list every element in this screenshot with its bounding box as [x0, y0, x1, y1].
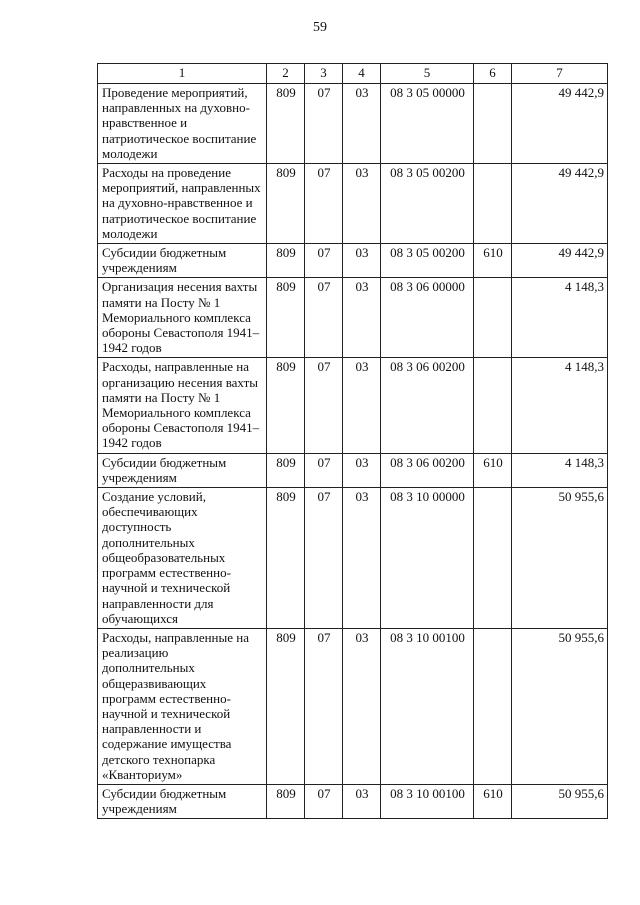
department-code-cell: 809: [267, 358, 305, 453]
subsection-code-cell: 03: [343, 488, 381, 629]
amount-cell: 50 955,6: [512, 784, 608, 818]
section-code-cell: 07: [305, 784, 343, 818]
table-header-row: [98, 64, 608, 84]
expense-type-code-cell: 610: [474, 453, 512, 487]
table-row: [98, 628, 608, 784]
budget-table: [97, 63, 608, 819]
department-code-cell: 809: [267, 488, 305, 629]
amount-cell: 50 955,6: [512, 628, 608, 784]
table-row: [98, 244, 608, 278]
subsection-code-cell: 03: [343, 244, 381, 278]
expense-name-cell: Расходы, направленные на реализацию дополнительных общеразвивающих программ естественно-научной и технической направленности и содержание имущества детского технопарка «Кванториум»: [98, 628, 267, 784]
section-code-cell: 07: [305, 244, 343, 278]
expense-type-code-cell: 610: [474, 784, 512, 818]
expense-name-cell: Организация несения вахты памяти на Посту № 1 Мемориального комплекса обороны Севастополя 1941–1942 годов: [98, 278, 267, 358]
table-row: [98, 358, 608, 453]
department-code-cell: 809: [267, 453, 305, 487]
target-item-code-cell: 08 3 10 00100: [381, 784, 474, 818]
expense-type-code-cell: [474, 84, 512, 164]
subsection-code-cell: 03: [343, 784, 381, 818]
table-row: [98, 453, 608, 487]
expense-type-code-cell: [474, 278, 512, 358]
amount-cell: 49 442,9: [512, 164, 608, 244]
column-header: 3: [305, 64, 343, 84]
section-code-cell: 07: [305, 488, 343, 629]
subsection-code-cell: 03: [343, 278, 381, 358]
amount-cell: 50 955,6: [512, 488, 608, 629]
column-header: 2: [267, 64, 305, 84]
subsection-code-cell: 03: [343, 164, 381, 244]
target-item-code-cell: 08 3 05 00200: [381, 164, 474, 244]
column-header: 6: [474, 64, 512, 84]
subsection-code-cell: 03: [343, 358, 381, 453]
section-code-cell: 07: [305, 278, 343, 358]
department-code-cell: 809: [267, 278, 305, 358]
amount-cell: 49 442,9: [512, 84, 608, 164]
target-item-code-cell: 08 3 05 00200: [381, 244, 474, 278]
page-number: 59: [313, 20, 327, 35]
expense-type-code-cell: 610: [474, 244, 512, 278]
column-header: 5: [381, 64, 474, 84]
department-code-cell: 809: [267, 84, 305, 164]
section-code-cell: 07: [305, 453, 343, 487]
column-header: 7: [512, 64, 608, 84]
expense-name-cell: Расходы на проведение мероприятий, направленных на духовно-нравственное и патриотическое воспитание молодежи: [98, 164, 267, 244]
department-code-cell: 809: [267, 244, 305, 278]
section-code-cell: 07: [305, 84, 343, 164]
target-item-code-cell: 08 3 10 00100: [381, 628, 474, 784]
subsection-code-cell: 03: [343, 628, 381, 784]
target-item-code-cell: 08 3 06 00200: [381, 453, 474, 487]
target-item-code-cell: 08 3 10 00000: [381, 488, 474, 629]
table-row: [98, 488, 608, 629]
section-code-cell: 07: [305, 358, 343, 453]
expense-name-cell: Проведение мероприятий, направленных на духовно-нравственное и патриотическое воспитание молодежи: [98, 84, 267, 164]
expense-type-code-cell: [474, 164, 512, 244]
table-row: [98, 84, 608, 164]
expense-type-code-cell: [474, 358, 512, 453]
subsection-code-cell: 03: [343, 84, 381, 164]
target-item-code-cell: 08 3 05 00000: [381, 84, 474, 164]
expense-type-code-cell: [474, 628, 512, 784]
expense-name-cell: Субсидии бюджетным учреждениям: [98, 453, 267, 487]
table-row: [98, 278, 608, 358]
section-code-cell: 07: [305, 164, 343, 244]
amount-cell: 4 148,3: [512, 278, 608, 358]
column-header: 1: [98, 64, 267, 84]
department-code-cell: 809: [267, 628, 305, 784]
amount-cell: 4 148,3: [512, 453, 608, 487]
table-row: [98, 784, 608, 818]
amount-cell: 4 148,3: [512, 358, 608, 453]
table-row: [98, 164, 608, 244]
department-code-cell: 809: [267, 164, 305, 244]
expense-name-cell: Расходы, направленные на организацию несения вахты памяти на Посту № 1 Мемориального комплекса обороны Севастополя 1941–1942 годов: [98, 358, 267, 453]
section-code-cell: 07: [305, 628, 343, 784]
expense-name-cell: Субсидии бюджетным учреждениям: [98, 784, 267, 818]
target-item-code-cell: 08 3 06 00200: [381, 358, 474, 453]
department-code-cell: 809: [267, 784, 305, 818]
subsection-code-cell: 03: [343, 453, 381, 487]
expense-name-cell: Субсидии бюджетным учреждениям: [98, 244, 267, 278]
column-header: 4: [343, 64, 381, 84]
expense-name-cell: Создание условий, обеспечивающих доступность дополнительных общеобразовательных программ естественно-научной и технической направленности для обучающихся: [98, 488, 267, 629]
expense-type-code-cell: [474, 488, 512, 629]
amount-cell: 49 442,9: [512, 244, 608, 278]
target-item-code-cell: 08 3 06 00000: [381, 278, 474, 358]
